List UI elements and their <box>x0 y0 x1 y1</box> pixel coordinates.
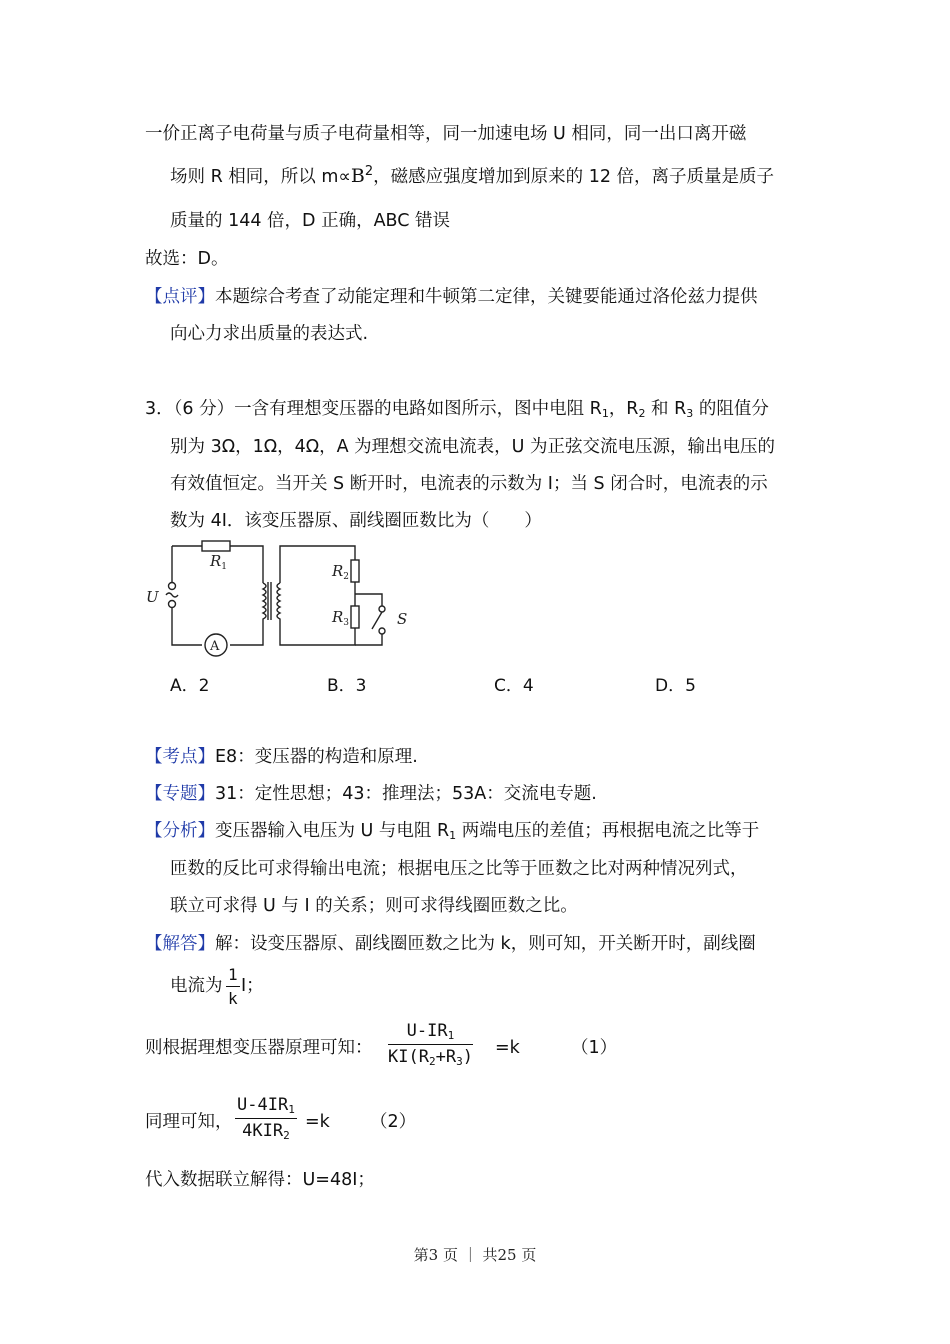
option-a[interactable]: A．2 <box>170 676 210 696</box>
text-line: 质量的 144 倍，D 正确，ABC 错误 <box>170 211 451 231</box>
option-d[interactable]: D．5 <box>655 676 696 696</box>
eq2-fraction: $U-4IR_1$ $4KIR_2$ <box>237 1095 295 1142</box>
comment-line: 【点评】本题综合考查了动能定理和牛顿第二定律，关键要能通过洛伦兹力提供 <box>145 287 758 307</box>
jieda-line-tail: I； <box>241 976 264 996</box>
label-u: U <box>146 588 159 606</box>
resistor-r1 <box>202 541 230 551</box>
fenxi-line: 匝数的反比可求得输出电流；根据电压之比等于匝数之比对两种情况列式， <box>170 859 748 879</box>
fraction-1-over-k: 1 k <box>228 965 238 1008</box>
text-line: 场则 R 相同，所以 $m\propto B^2$，磁感应强度增加到原来的 12 倍，离子质量是质子 <box>170 164 775 187</box>
eq1-tag: （1） <box>571 1038 618 1058</box>
question-line: 别为 3Ω，1Ω，4Ω，A 为理想交流电流表，U 为正弦交流电压源，输出电压的 <box>170 437 775 457</box>
label-a: A <box>210 639 220 654</box>
option-b[interactable]: B．3 <box>327 676 367 696</box>
zhuanti-line: 【专题】31：定性思想；43：推理法；53A：交流电专题. <box>145 784 597 804</box>
switch <box>355 594 382 606</box>
eq2-prefix: 同理可知， <box>145 1112 233 1132</box>
eq1-suffix: =k <box>495 1038 520 1058</box>
eq2-tag: （2） <box>370 1112 417 1132</box>
jieda-line: 电流为 <box>170 976 223 996</box>
circuit-diagram <box>140 536 415 658</box>
eq1-prefix: 则根据理想变压器原理可知： <box>145 1038 373 1058</box>
question-line: 有效值恒定。当开关 S 断开时，电流表的示数为 I；当 S 闭合时，电流表的示 <box>170 474 768 494</box>
fenxi-line: 联立可求得 U 与 I 的关系；则可求得线圈匝数之比。 <box>170 896 578 916</box>
fenxi-line: 【分析】变压器输入电压为 U 与电阻 $R_1$ 两端电压的差值；再根据电流之比等于 <box>145 821 760 842</box>
page-footer: 第3 页 ｜ 共25 页 <box>413 1246 537 1264</box>
label-r3: $R_3$ <box>332 608 350 628</box>
resistor-r2 <box>351 560 359 582</box>
kaodian-line: 【考点】E8：变压器的构造和原理. <box>145 747 418 767</box>
fenxi-tag: 【分析】 <box>145 821 215 841</box>
comment-line: 向心力求出质量的表达式. <box>170 324 369 344</box>
text-line: 一价正离子电荷量与质子电荷量相等，同一加速电场 U 相同，同一出口离开磁 <box>145 124 747 144</box>
label-r2: $R_2$ <box>332 562 350 582</box>
jieda-tag: 【解答】 <box>145 934 215 954</box>
answer-line: 故选：D。 <box>145 249 229 269</box>
resistor-r3 <box>351 606 359 628</box>
comment-tag: 【点评】 <box>145 287 215 307</box>
eq2-suffix: =k <box>305 1112 330 1132</box>
eq1-fraction: $U-IR_1$ $KI(R_2+R_3)$ <box>388 1021 473 1068</box>
zhuanti-tag: 【专题】 <box>145 784 215 804</box>
question-line: 3．（6 分）一含有理想变压器的电路如图所示，图中电阻 $R_1$，$R_2$ 和 $R_3$ 的阻值分 <box>145 399 769 420</box>
result-line: 代入数据联立解得：U=48I； <box>145 1170 375 1190</box>
jieda-line: 【解答】解：设变压器原、副线圈匝数之比为 k，则可知，开关断开时，副线圈 <box>145 934 756 954</box>
label-s: S <box>397 610 408 628</box>
question-line: 数为 4I．该变压器原、副线圈匝数比为（ ） <box>170 511 542 531</box>
option-c[interactable]: C．4 <box>494 676 534 696</box>
kaodian-tag: 【考点】 <box>145 747 215 767</box>
label-r1: $R_1$ <box>210 552 228 572</box>
